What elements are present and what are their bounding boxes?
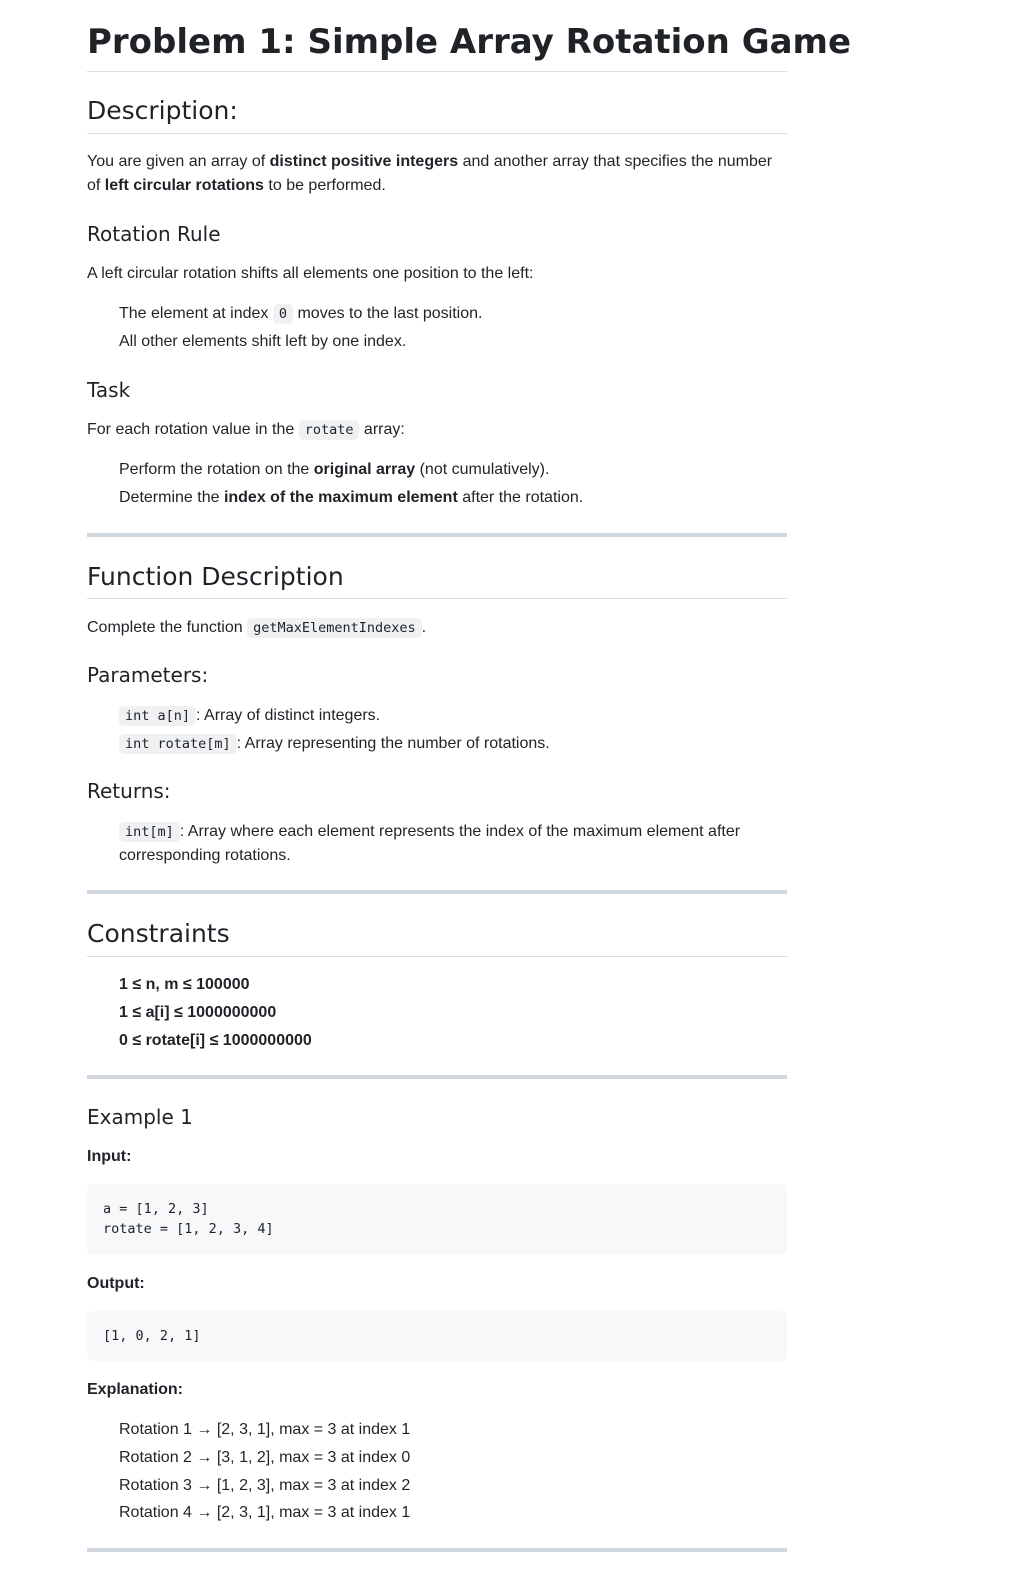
text: You are given an array of bbox=[87, 153, 270, 170]
text: : Array of distinct integers. bbox=[196, 707, 381, 724]
input-code-block bbox=[87, 1184, 787, 1255]
explanation-label: Explanation: bbox=[87, 1381, 184, 1398]
constraint-1: 1 ≤ n, m ≤ 100000 bbox=[119, 976, 250, 993]
text: (not cumulatively). bbox=[415, 461, 550, 478]
text: array: bbox=[359, 421, 405, 438]
text: of bbox=[87, 177, 105, 194]
rotation-rule-intro: A left circular rotation shifts all elements one position to the left: bbox=[87, 265, 534, 282]
text: Determine the bbox=[119, 489, 224, 506]
text: corresponding rotations. bbox=[119, 847, 291, 864]
function-description-divider bbox=[87, 598, 787, 599]
rotation-rule-heading: Rotation Rule bbox=[87, 222, 221, 246]
text: to be performed. bbox=[263, 177, 386, 194]
inline-code: rotate bbox=[299, 420, 360, 440]
emphasis-left-circular-rotations: left circular rotations bbox=[104, 177, 264, 194]
code-line: rotate = [1, 2, 3, 4] bbox=[103, 1221, 274, 1237]
inline-code: int a[n] bbox=[119, 706, 196, 726]
explanation-item-2: Rotation 2 → [3, 1, 2], max = 3 at index 0 bbox=[119, 1449, 411, 1466]
inline-code: int rotate[m] bbox=[119, 734, 237, 754]
page-title: Problem 1: Simple Array Rotation Game bbox=[87, 22, 852, 62]
constraints-heading: Constraints bbox=[87, 919, 230, 948]
emphasis-index-of-max: index of the maximum element bbox=[223, 489, 458, 506]
text: : Array where each element represents the index of the maximum element after bbox=[179, 823, 741, 840]
text: The element at index bbox=[119, 305, 273, 322]
emphasis-distinct-positive-integers: distinct positive integers bbox=[269, 153, 459, 170]
rotation-rule-item-2: All other elements shift left by one index. bbox=[119, 333, 407, 350]
constraints-divider bbox=[87, 956, 787, 957]
description-heading: Description: bbox=[87, 96, 238, 125]
code-line: a = [1, 2, 3] bbox=[103, 1201, 209, 1217]
description-divider bbox=[87, 133, 787, 134]
parameter-item-1 bbox=[119, 704, 787, 728]
parameters-heading: Parameters: bbox=[87, 663, 209, 687]
description-paragraph bbox=[87, 150, 787, 198]
function-name-code: getMaxElementIndexes bbox=[247, 618, 422, 638]
returns-item bbox=[119, 820, 787, 868]
task-intro bbox=[87, 418, 787, 442]
constraint-2: 1 ≤ a[i] ≤ 1000000000 bbox=[119, 1004, 277, 1021]
input-label: Input: bbox=[87, 1148, 132, 1165]
explanation-item-4: Rotation 4 → [2, 3, 1], max = 3 at index 1 bbox=[119, 1504, 411, 1521]
code-line: [1, 0, 2, 1] bbox=[103, 1328, 201, 1344]
function-description-intro bbox=[87, 616, 787, 640]
parameter-item-2 bbox=[119, 732, 787, 756]
title-divider bbox=[87, 71, 787, 72]
inline-code: 0 bbox=[273, 304, 293, 324]
section-separator bbox=[87, 1548, 787, 1552]
example-1-heading: Example 1 bbox=[87, 1105, 193, 1129]
task-item-2 bbox=[119, 486, 787, 510]
section-separator bbox=[87, 890, 787, 894]
rotation-rule-item-1 bbox=[119, 302, 787, 326]
text: : Array representing the number of rotations. bbox=[236, 735, 550, 752]
text: . bbox=[421, 619, 427, 636]
text: and another array that specifies the number bbox=[458, 153, 773, 170]
task-item-1 bbox=[119, 458, 787, 482]
function-description-heading: Function Description bbox=[87, 562, 344, 591]
task-heading: Task bbox=[87, 378, 131, 402]
text: Complete the function bbox=[87, 619, 248, 636]
text: moves to the last position. bbox=[293, 305, 483, 322]
returns-heading: Returns: bbox=[87, 779, 171, 803]
section-separator bbox=[87, 1075, 787, 1079]
explanation-item-1: Rotation 1 → [2, 3, 1], max = 3 at index 1 bbox=[119, 1421, 411, 1438]
emphasis-original-array: original array bbox=[313, 461, 416, 478]
output-label: Output: bbox=[87, 1275, 145, 1292]
inline-code: int[m] bbox=[119, 822, 180, 842]
text: after the rotation. bbox=[457, 489, 584, 506]
explanation-item-3: Rotation 3 → [1, 2, 3], max = 3 at index 2 bbox=[119, 1477, 411, 1494]
constraint-3: 0 ≤ rotate[i] ≤ 1000000000 bbox=[119, 1032, 312, 1049]
text: Perform the rotation on the bbox=[119, 461, 314, 478]
section-separator bbox=[87, 533, 787, 537]
output-code-block bbox=[87, 1311, 787, 1361]
text: For each rotation value in the bbox=[87, 421, 299, 438]
